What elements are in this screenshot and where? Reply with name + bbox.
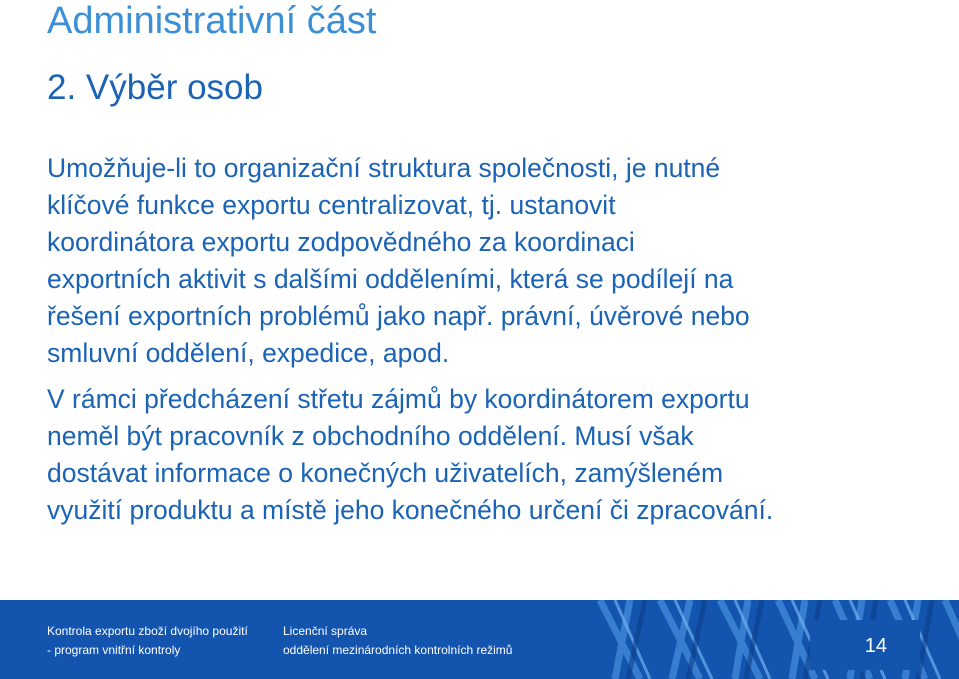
text-line: V rámci předcházení střetu zájmů by koordinátorem exportu <box>47 384 750 414</box>
slide-title: Administrativní část <box>47 0 377 42</box>
footer-program-subtitle: - program vnitřní kontroly <box>47 643 181 657</box>
text-line: řešení exportních problémů jako např. právní, úvěrové nebo <box>47 301 750 331</box>
page-number: 14 <box>864 635 887 657</box>
text-line: koordinátora exportu zodpovědného za koordinaci <box>47 227 635 257</box>
footer-department-info <box>283 622 512 660</box>
slide-subtitle: 2. Výběr osob <box>47 68 263 107</box>
text-line: využití produktu a místě jeho konečného určení či zpracování. <box>47 495 774 525</box>
text-line: Umožňuje-li to organizační struktura společnosti, je nutné <box>47 153 721 183</box>
text-line: klíčové funkce exportu centralizovat, tj. ustanovit <box>47 190 616 220</box>
paragraph-conflict-of-interest <box>47 381 927 529</box>
footer-bar <box>0 600 959 679</box>
footer-program-info <box>47 622 248 660</box>
footer-program-title: Kontrola exportu zboží dvojího použití <box>47 624 248 638</box>
footer-authority: Licenční správa <box>283 624 368 638</box>
paragraph-coordinator <box>47 150 927 372</box>
footer-department: oddělení mezinárodních kontrolních režimů <box>283 643 513 657</box>
text-line: smluvní oddělení, expedice, apod. <box>47 338 450 368</box>
text-line: neměl být pracovník z obchodního oddělení. Musí však <box>47 421 694 451</box>
text-line: exportních aktivit s dalšími odděleními, která se podílejí na <box>47 264 734 294</box>
slide-body <box>47 150 927 529</box>
text-line: dostávat informace o konečných uživatelích, zamýšleném <box>47 458 724 488</box>
